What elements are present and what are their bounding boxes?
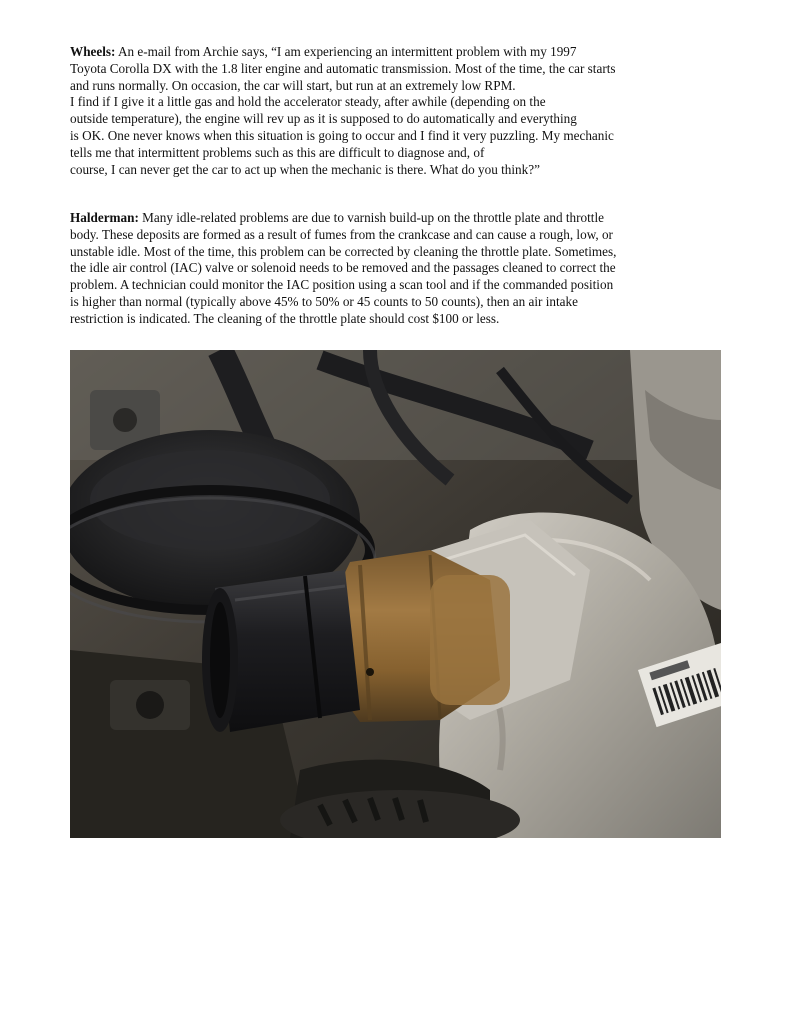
paragraph-line: tells me that intermittent problems such as this are difficult to diagnose and, of — [70, 144, 485, 160]
speaker-halderman: Halderman: — [70, 210, 139, 225]
paragraph-line: unstable idle. Most of the time, this problem can be corrected by cleaning the throttle plate. Sometimes, — [70, 243, 617, 259]
paragraph-line — [70, 210, 730, 227]
paragraph-line: body. These deposits are formed as a result of fumes from the crankcase and can cause a rough, low, or — [70, 226, 613, 242]
paragraph-line: problem. A technician could monitor the IAC position using a scan tool and if the commanded position — [70, 277, 614, 293]
paragraph-line: is higher than normal (typically above 45% to 50% or 45 counts to 50 counts), then an air intake — [70, 293, 578, 309]
halderman-paragraph — [70, 210, 730, 328]
paragraph-line: Toyota Corolla DX with the 1.8 liter engine and automatic transmission. Most of the time, the car starts — [70, 60, 616, 76]
wheels-paragraph — [70, 44, 730, 178]
engine-sensor-photo — [70, 350, 721, 838]
paragraph-line: course, I can never get the car to act up when the mechanic is there. What do you think?” — [70, 161, 540, 177]
paragraph-line: the idle air control (IAC) valve or solenoid needs to be removed and the passages cleaned to correct the — [70, 260, 616, 276]
line-text: An e-mail from Archie says, “I am experiencing an intermittent problem with my 1997 — [115, 44, 577, 59]
speaker-wheels: Wheels: — [70, 44, 116, 59]
line-text: Many idle-related problems are due to varnish build-up on the throttle plate and throttle — [138, 210, 604, 225]
paragraph-line: I find if I give it a little gas and hold the accelerator steady, after awhile (depending on the — [70, 94, 546, 110]
engine-sensor-photo-icon — [70, 350, 721, 838]
paragraph-line — [70, 44, 730, 61]
paragraph-line: and runs normally. On occasion, the car will start, but run at an extremely low RPM. — [70, 77, 516, 93]
paragraph-line: restriction is indicated. The cleaning of the throttle plate should cost $100 or less. — [70, 310, 500, 326]
paragraph-line: is OK. One never knows when this situation is going to occur and I find it very puzzling. My mechanic — [70, 127, 614, 143]
paragraph-line: outside temperature), the engine will rev up as it is supposed to do automatically and everything — [70, 111, 577, 127]
